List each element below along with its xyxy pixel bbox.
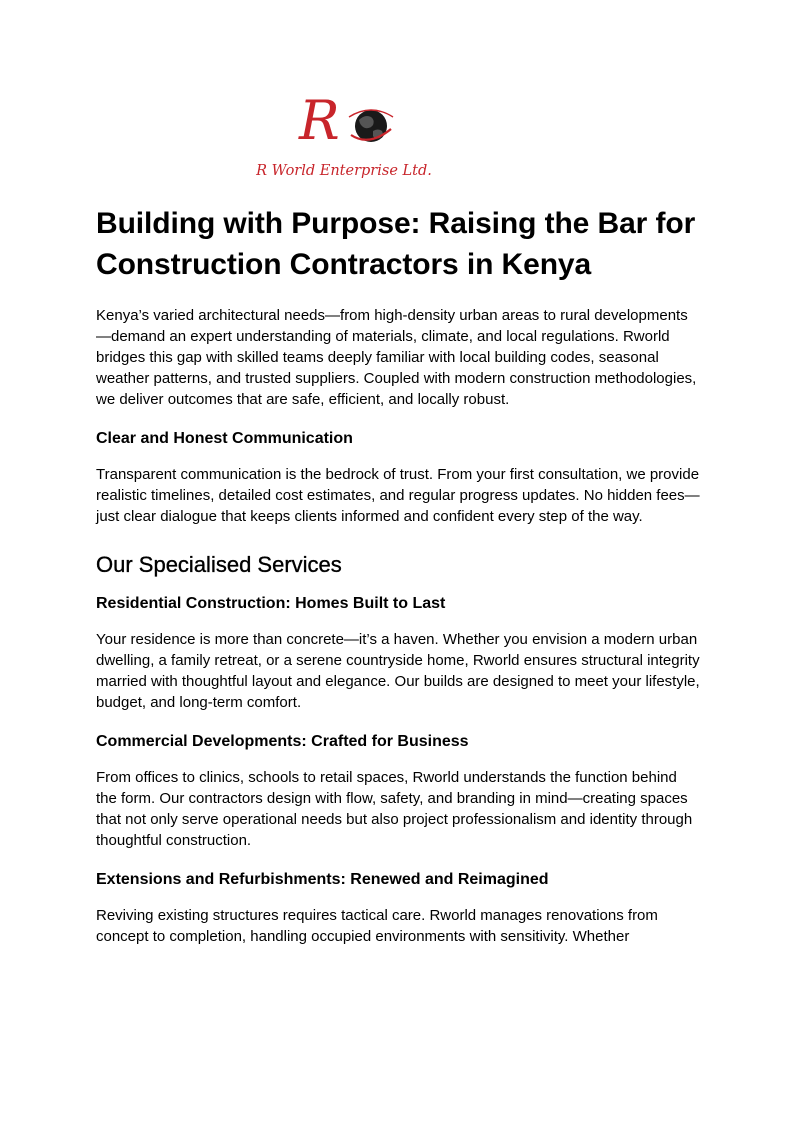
logo-mark-letter: R (299, 95, 340, 152)
intro-paragraph: Kenya’s varied architectural needs—from high-density urban areas to rural developments—demand an expert understanding of materials, climate, and local regulations. Rworld bridges this gap with skilled teams deeply familiar with local building codes, seasonal weather patterns, and trusted suppliers. Coupled with modern construction methodologies, we deliver outcomes that are safe, efficient, and locally robust. (96, 307, 697, 408)
commercial-paragraph: From offices to clinics, schools to retail spaces, Rworld understands the function behind the form. Our contractors design with flow, safety, and branding in mind—creating spaces that not only serve operational needs but also project professionalism and identity through thoughtful construction. (96, 769, 693, 849)
logo-company-name: R World Enterprise Ltd. (256, 163, 432, 179)
extensions-paragraph: Reviving existing structures requires tactical care. Rworld manages renovations from concept to completion, handling occupied environments with sensitivity. Whether (96, 907, 658, 945)
residential-heading: Residential Construction: Homes Built to Last (96, 595, 446, 612)
residential-paragraph: Your residence is more than concrete—it’s a haven. Whether you envision a modern urban dwelling, a family retreat, or a serene countryside home, Rworld ensures structural integrity married with thoughtful layout and elegance. Our builds are designed to meet your lifestyle, budget, and long-term comfort. (96, 631, 700, 711)
page-title: Building with Purpose: Raising the Bar for Construction Contractors in Kenya (96, 207, 696, 281)
communication-paragraph: Transparent communication is the bedrock of trust. From your first consultation, we provide realistic timelines, detailed cost estimates, and regular progress updates. No hidden fees—just clear dialogue that keeps clients informed and confident every step of the way. (96, 466, 700, 525)
company-logo (249, 95, 439, 183)
globe-icon (349, 110, 393, 142)
commercial-heading: Commercial Developments: Crafted for Business (96, 733, 469, 750)
extensions-heading: Extensions and Refurbishments: Renewed and Reimagined (96, 871, 549, 888)
article (96, 203, 700, 947)
communication-heading: Clear and Honest Communication (96, 430, 353, 447)
services-heading: Our Specialised Services (96, 552, 342, 577)
